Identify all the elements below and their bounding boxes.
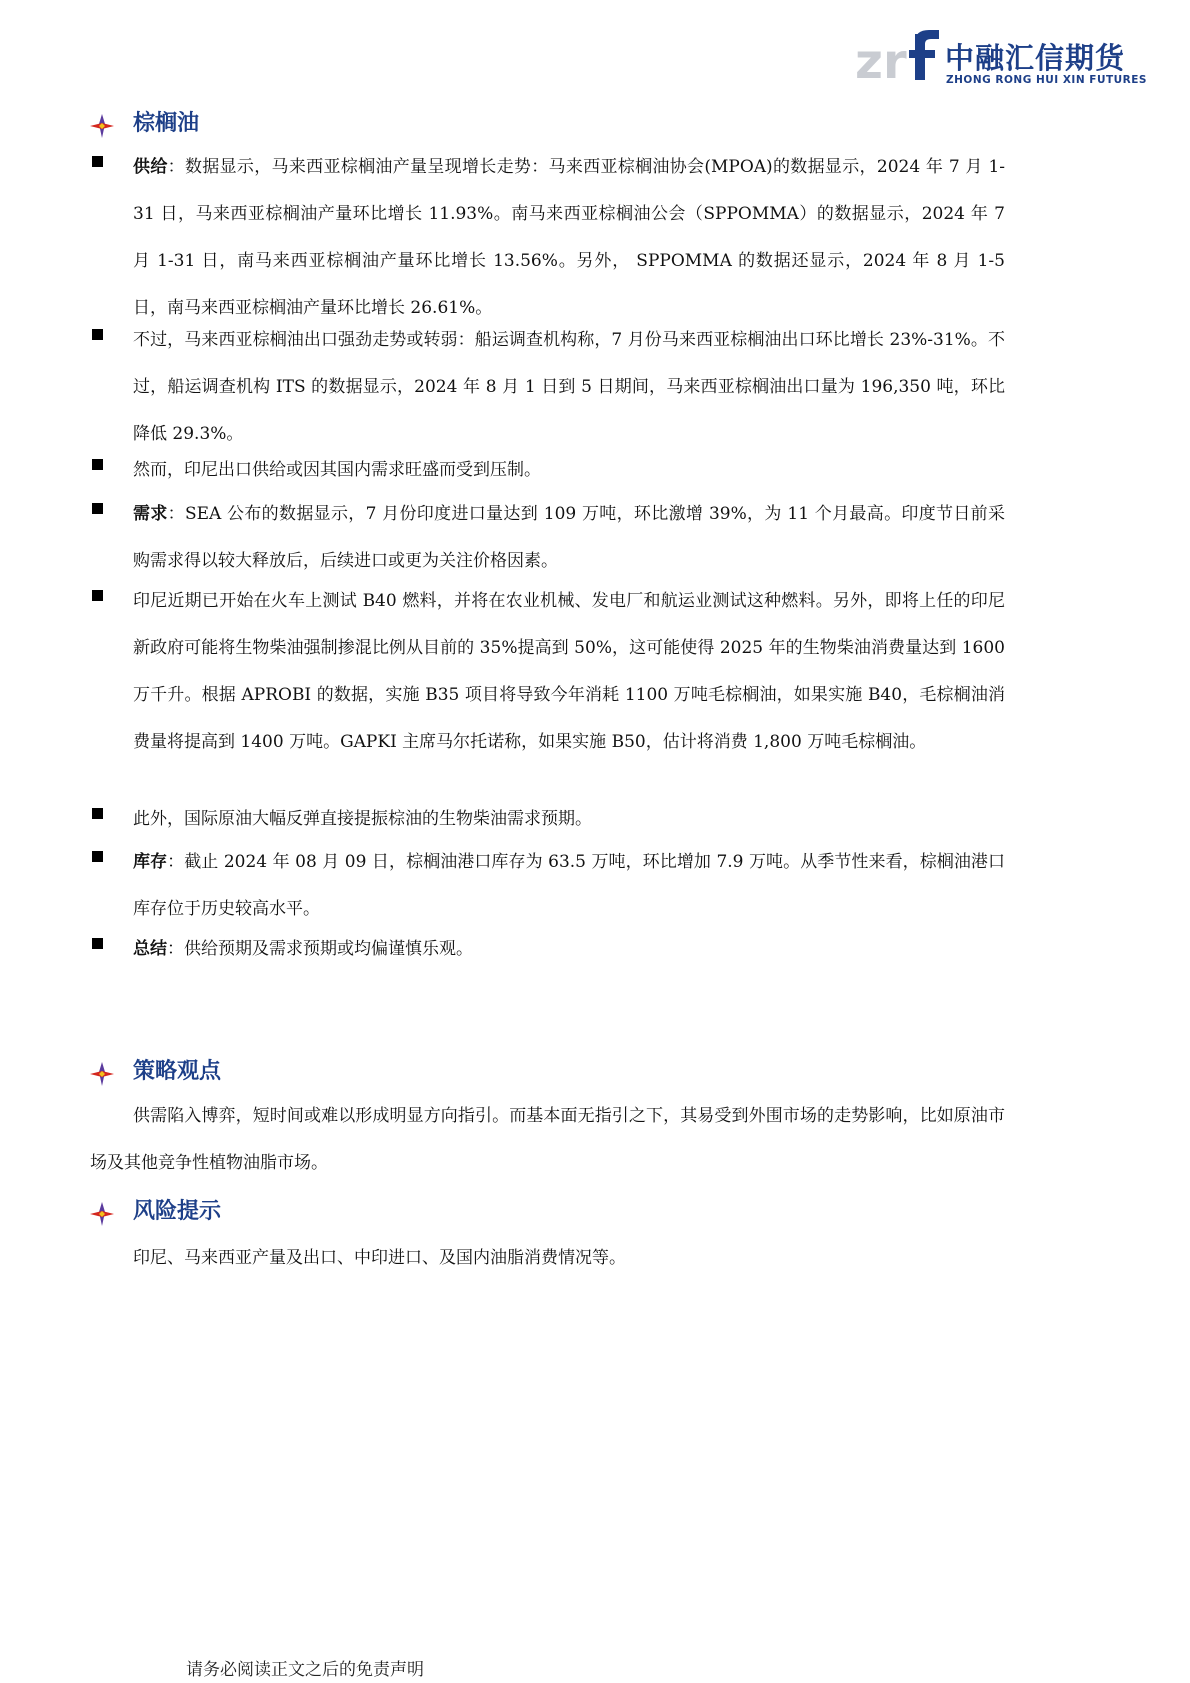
bullet-text: 此外，国际原油大幅反弹直接提振棕油的生物柴油需求预期。	[133, 809, 592, 829]
diamond-star-icon	[90, 1062, 114, 1086]
bullet-text: 不过，马来西亚棕榈油出口强劲走势或转弱：船运调查机构称，7 月份马来西亚棕榈油出口环比增长 23%-31%。不过，船运调查机构 ITS 的数据显示，2024 年 8 月 1 日到 5 日期间，马来西亚棕榈油出口量为 196,350 吨，环比降低 29.3%。	[133, 330, 1005, 444]
company-name-en: ZHONG RONG HUI XIN FUTURES	[946, 74, 1147, 86]
section-title: 风险提示	[133, 1199, 222, 1224]
square-bullet-icon	[92, 938, 103, 949]
strategy-paragraph: 供需陷入博弈，短时间或难以形成明显方向指引。而基本面无指引之下，其易受到外围市场的走势影响，比如原油市场及其他竞争性植物油脂市场。	[90, 1106, 1005, 1173]
bullet-text: 印尼近期已开始在火车上测试 B40 燃料，并将在农业机械、发电厂和航运业测试这种燃料。另外，即将上任的印尼新政府可能将生物柴油强制掺混比例从目前的 35%提高到 50%，这可能使得 2025 年的生物柴油消费量达到 1600 万千升。根据 APROBI 的数据，实施 B35 项目将导致今年消耗 1100 万吨毛棕榈油，如果实施 B40，毛棕榈油消费量将提高到 1400 万吨。GAPKI 主席马尔托诺称，如果实施 B50，估计将消费 1,800 万吨毛棕榈油。	[133, 591, 1005, 752]
square-bullet-icon	[92, 851, 103, 862]
bullet-text: 需求：SEA 公布的数据显示，7 月份印度进口量达到 109 万吨，环比激增 39%，为 11 个月最高。印度节日前采购需求得以较大释放后，后续进口或更为关注价格因素。	[133, 504, 1006, 571]
square-bullet-icon	[92, 590, 103, 601]
disclaimer-footer: 请务必阅读正文之后的免责声明	[186, 1660, 424, 1680]
section-title: 策略观点	[133, 1059, 222, 1084]
bullet-text: 供给：数据显示，马来西亚棕榈油产量呈现增长走势：马来西亚棕榈油协会(MPOA)的数据显示，2024 年 7 月 1-31 日，马来西亚棕榈油产量环比增长 11.93%。南马来西亚棕榈油公会（SPPOMMA）的数据显示，2024 年 7 月 1-31 日，南马来西亚棕榈油产量环比增长 13.56%。另外， SPPOMMA 的数据还显示，2024 年 8 月 1-5 日，南马来西亚棕榈油产量环比增长 26.61%。	[133, 157, 1006, 318]
square-bullet-icon	[92, 459, 103, 470]
bullet-text: 总结：供给预期及需求预期或均偏谨慎乐观。	[133, 939, 473, 959]
square-bullet-icon	[92, 503, 103, 514]
square-bullet-icon	[92, 156, 103, 167]
company-name-cn: 中融汇信期货	[945, 41, 1126, 75]
diamond-star-icon	[90, 1202, 114, 1226]
logo-mark-icon	[853, 28, 943, 92]
company-logo	[853, 28, 1147, 92]
bullet-text: 然而，印尼出口供给或因其国内需求旺盛而受到压制。	[133, 460, 541, 480]
diamond-star-icon	[90, 114, 114, 138]
svg-text:zr: zr	[855, 34, 907, 90]
bullet-text: 库存：截止 2024 年 08 月 09 日，棕榈油港口库存为 63.5 万吨，环比增加 7.9 万吨。从季节性来看，棕榈油港口库存位于历史较高水平。	[133, 852, 1006, 919]
risk-paragraph: 印尼、马来西亚产量及出口、中印进口、及国内油脂消费情况等。	[133, 1248, 626, 1268]
section-title: 棕榈油	[133, 111, 200, 136]
square-bullet-icon	[92, 808, 103, 819]
square-bullet-icon	[92, 329, 103, 340]
